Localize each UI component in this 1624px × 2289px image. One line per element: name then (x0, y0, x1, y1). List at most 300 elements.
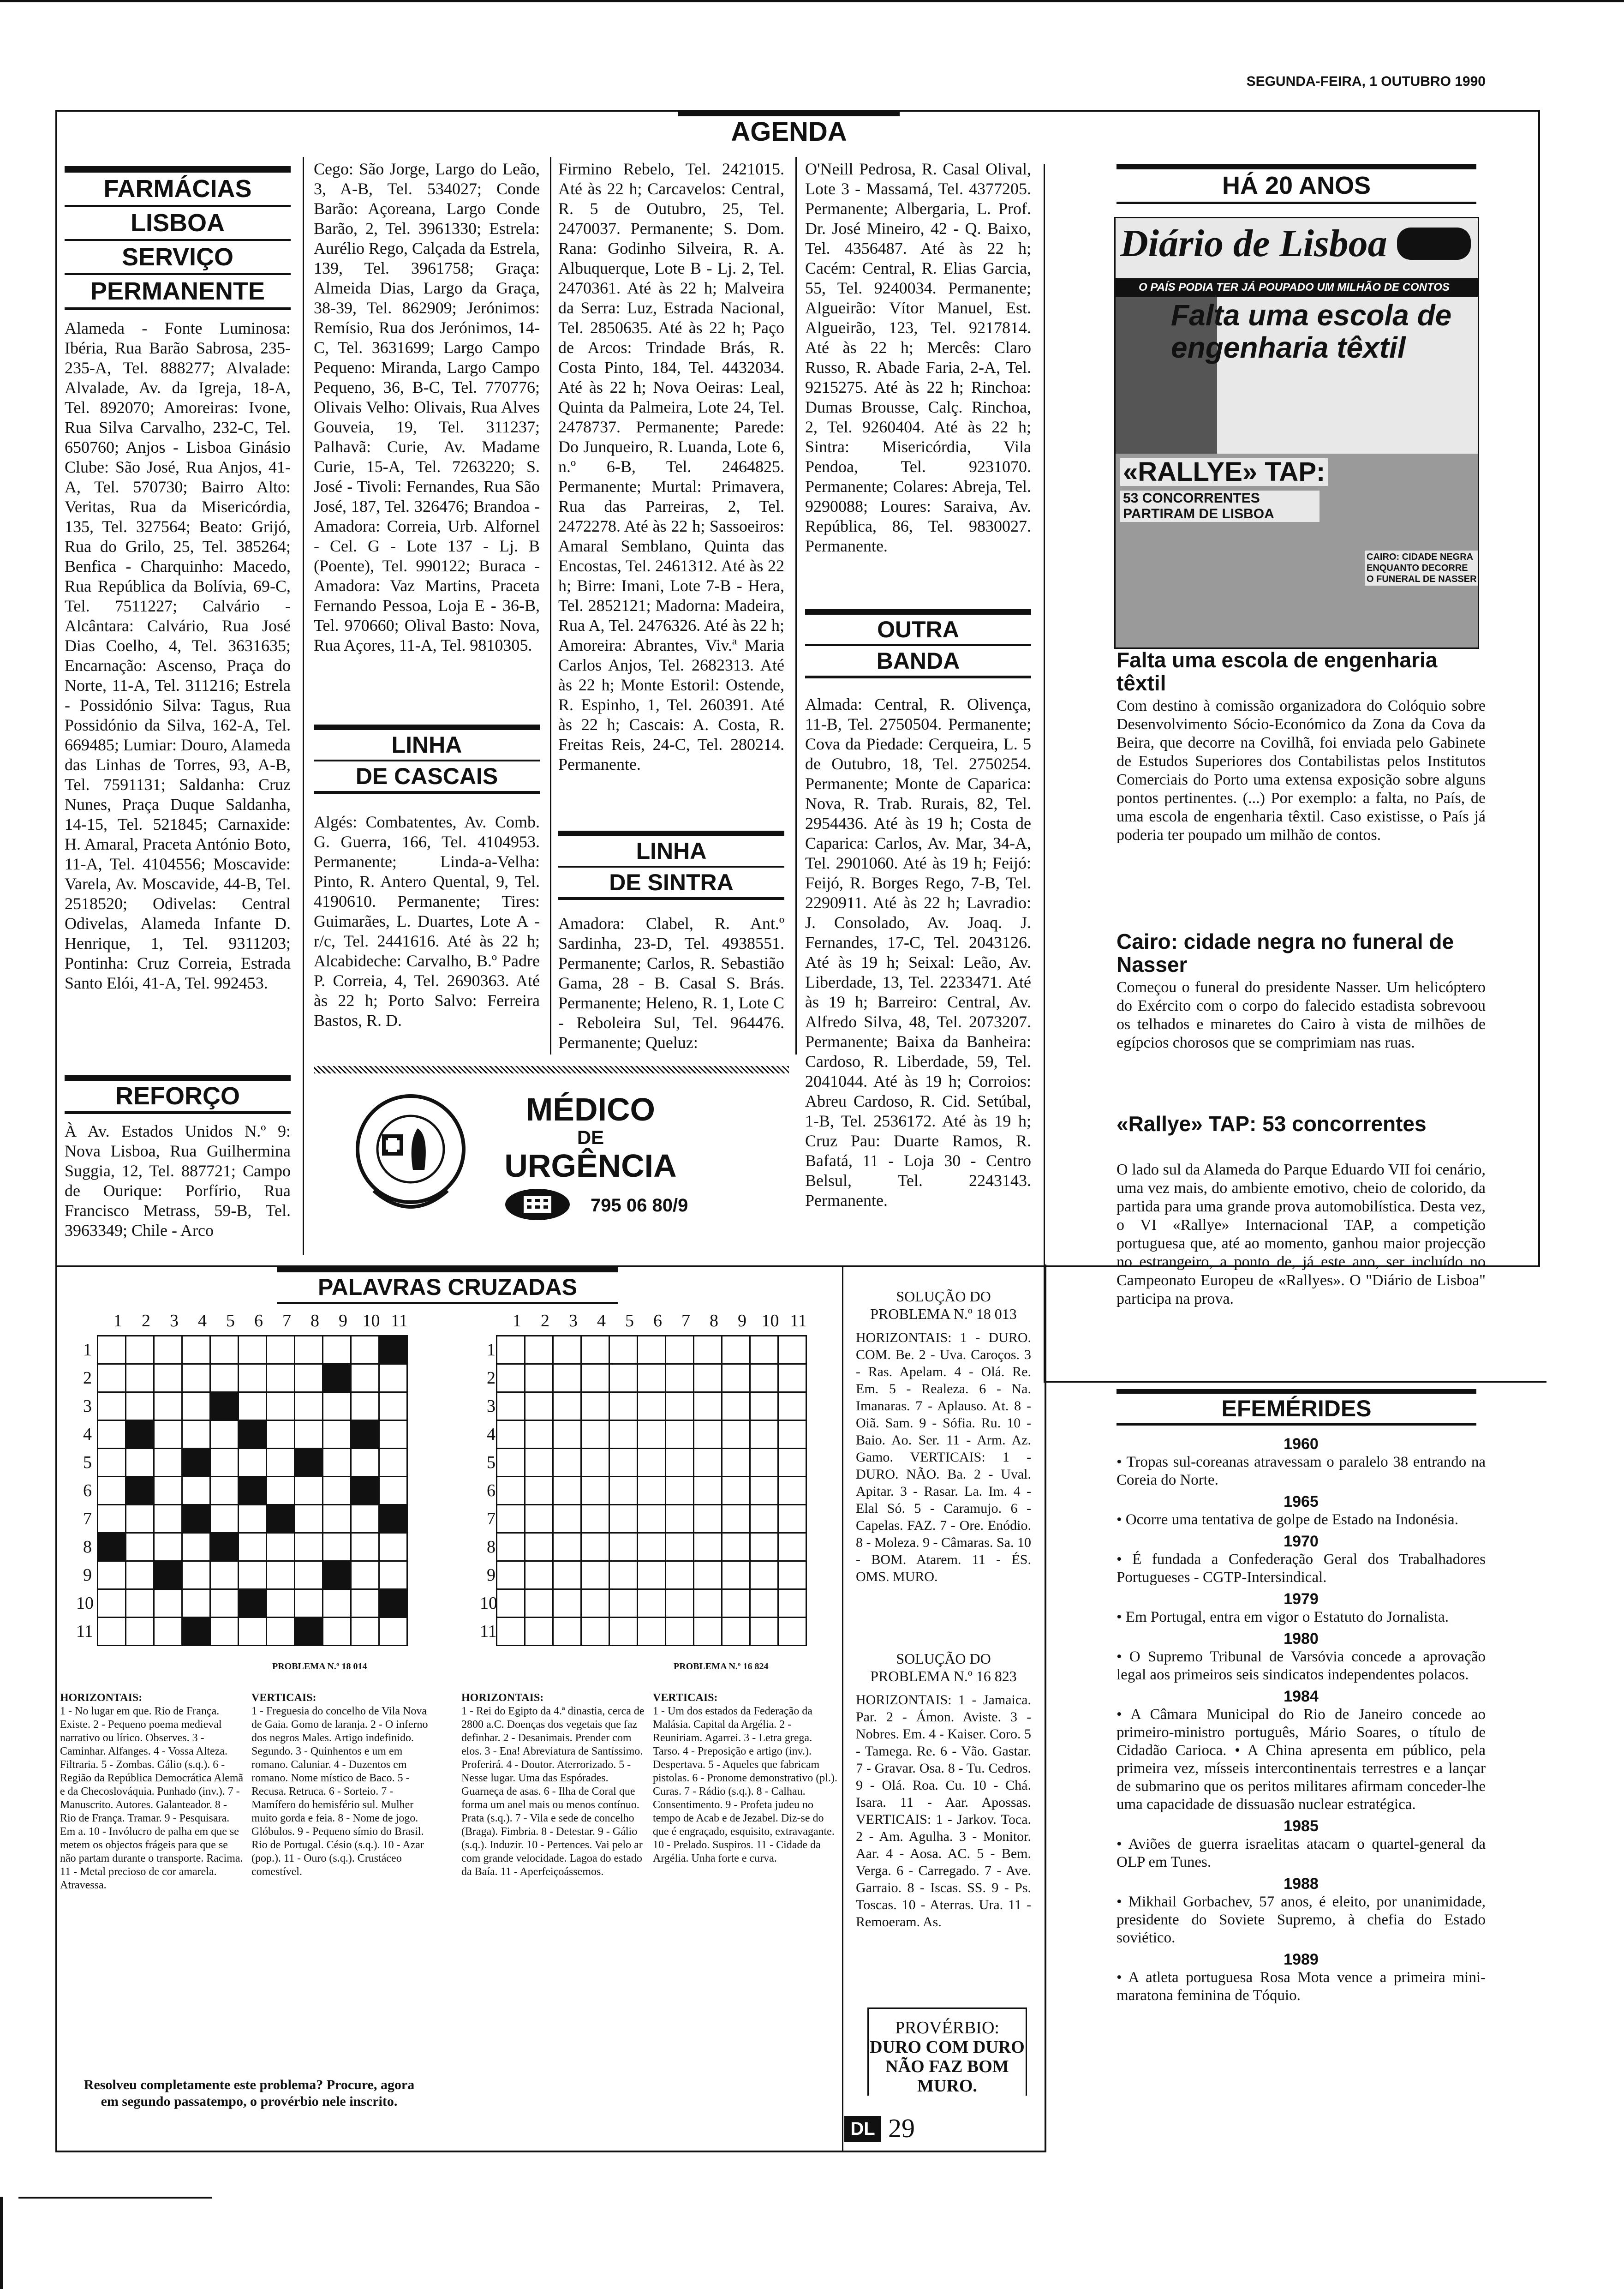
grid-col-number: 11 (391, 1311, 408, 1330)
page-number: 29 (888, 2113, 915, 2143)
resolveu-note: Resolveu completamente este problema? Procure, agora em segundo passatempo, o provérbio nele inscrito. (84, 2077, 415, 2109)
grid-cell (694, 1477, 722, 1505)
grid-cell (295, 1420, 323, 1449)
grid-cell (210, 1589, 239, 1618)
efemeride-text: • A Câmara Municipal do Rio de Janeiro concede ao primeiro-ministro português, Mário Soares, o título de Cidadão Carioca. • A China apresenta em público, pela primeira vez, mísseis intercontinentais terrestres e a lançar de submarino que os peritos militares afirmam conceder-lhe uma capacidade de dissuasão nuclear estratégica. (1116, 1706, 1486, 1813)
p2-v-label: VERTICAIS: (653, 1692, 718, 1704)
grid-cell (778, 1477, 806, 1505)
grid-col-number: 4 (198, 1311, 207, 1330)
grid-cell (553, 1392, 581, 1420)
grid-cell (379, 1336, 407, 1364)
grid-cell (323, 1420, 351, 1449)
grid-cell (581, 1505, 609, 1533)
grid-cell (694, 1505, 722, 1533)
clip-rallye: «RALLYE» TAP: (1120, 458, 1328, 486)
grid-row-number: 1 (83, 1340, 92, 1360)
grid-cell (98, 1477, 126, 1505)
grid-cell (666, 1589, 694, 1618)
problem2-label: PROBLEMA N.º 16 824 (674, 1661, 769, 1672)
grid-cell (379, 1589, 407, 1618)
grid-row-number: 9 (83, 1565, 92, 1585)
story1-body: Com destino à comissão organizadora do Colóquio sobre Desenvolvimento Sócio-Económico da Zona da Cova da Beira, que decorre na Covilhã, foi enviada pelo Gabinete de Estudos Superiores dos Contabilistas pelos Institutos Comerciais do Porto uma extensa exposição sobre alguns pontos pertinentes. (...) Por exemplo: a falta, no País, de uma escola de engenharia têxtil. Caso existisse, o País já poderia ter poupado um milhão de contos. (1116, 697, 1486, 844)
p1-h-label: HORIZONTAIS: (60, 1692, 143, 1704)
grid-col-number: 7 (282, 1311, 291, 1330)
crossword-grid-1 (97, 1335, 408, 1646)
grid-cell (497, 1392, 525, 1420)
efemeride-text: • A atleta portuguesa Rosa Mota vence a primeira mini-maratona feminina de Tóquio. (1116, 1969, 1486, 2004)
grid-cell (609, 1561, 638, 1589)
grid-cell (722, 1392, 750, 1420)
efemeride-text: • O Supremo Tribunal de Varsóvia concede a aprovação legal aos primeiros seis sindicatos independentes polacos. (1116, 1648, 1486, 1683)
efemeride-text: • Em Portugal, entra em vigor o Estatuto do Jornalista. (1116, 1609, 1449, 1625)
grid-col-number: 6 (653, 1311, 662, 1330)
grid-cell (553, 1420, 581, 1449)
efemeride-text: • Mikhail Gorbachev, 57 anos, é eleito, por unanimidade, presidente do Soviete Supremo, à chefia do Estado soviético. (1116, 1894, 1486, 1946)
grid-cell (267, 1477, 295, 1505)
grid-cell (351, 1364, 379, 1392)
grid-cell (182, 1336, 210, 1364)
grid-cell (210, 1533, 239, 1561)
solucao1-text: HORIZONTAIS: 1 - DURO. COM. Be. 2 - Uva. Caroços. 3 - Ras. Apelam. 4 - Olá. Re. Em. 5 - Realeza. 6 - Na. Imanaras. 7 - Aplauso. At. 8 - Oiã. Sam. 9 - Sófia. Ru. 10 - Baio. Ao. Ser. 11 - Arm. Az. Gamo. VERTICAIS: 1 - DURO. NÃO. Ba. 2 - Uval. Apitar. 3 - Rasar. La. Im. 4 - Elal Só. 5 - Caramujo. 6 - Capelas. FAZ. 7 - Ore. Enódio. 8 - Moleza. 9 - Câmaras. Sa. 10 - BOM. Atarem. 11 - ÉS. OMS. MURO. (856, 1330, 1031, 1584)
crossword-grid-2 (496, 1335, 807, 1646)
grid-cell (609, 1449, 638, 1477)
grid-cell (295, 1589, 323, 1618)
servico-title: SERVIÇO (65, 241, 291, 275)
clip-cairo: CAIRO: CIDADE NEGRA ENQUANTO DECORRE O FUNERAL DE NASSER (1365, 551, 1479, 586)
grid-cell (126, 1477, 154, 1505)
grid-cell (778, 1505, 806, 1533)
grid-cell (609, 1505, 638, 1533)
grid-cell (154, 1618, 182, 1646)
grid-col-number: 2 (142, 1311, 150, 1330)
grid-cell (295, 1533, 323, 1561)
grid1-col-numbers (104, 1311, 413, 1331)
grid-cell (666, 1505, 694, 1533)
grid-cell (609, 1336, 638, 1364)
grid-cell (750, 1477, 778, 1505)
grid-cell (553, 1364, 581, 1392)
reforco-title: REFORÇO (65, 1081, 291, 1114)
grid-col-number: 11 (790, 1311, 807, 1330)
grid-cell (581, 1477, 609, 1505)
grid-cell (525, 1336, 553, 1364)
cascais-header (314, 725, 540, 794)
efemeride-year: 1970 (1284, 1533, 1319, 1550)
newspaper-clipping (1114, 217, 1479, 649)
grid-cell (694, 1449, 722, 1477)
cascais-title: DE CASCAIS (314, 760, 540, 794)
grid-cell (323, 1477, 351, 1505)
grid-cell (553, 1477, 581, 1505)
grid-cell (154, 1420, 182, 1449)
lisboa-title: LISBOA (65, 207, 291, 241)
grid-cell (750, 1561, 778, 1589)
grid-cell (750, 1336, 778, 1364)
grid-cell (638, 1533, 666, 1561)
grid-cell (98, 1505, 126, 1533)
grid-cell (126, 1364, 154, 1392)
grid-cell (722, 1533, 750, 1561)
cascais-text: Algés: Combatentes, Av. Comb. G. Guerra, 166, Tel. 4104953. Permanente; Linda-a-Velha: Pinto, R. Antero Quental, 9, Tel. 4190610. Permanente; Tires: Guimarães, L. Duartes, Lote A - r/c, Tel. 2441616. Até às 22 h; Alcabideche: Carvalho, B.º Padre P. Correia, 4, Tel. 2690363. Até às 22 h; Porto Salvo: Ferreira Bastos, R. D. (314, 813, 540, 1030)
grid-cell (497, 1618, 525, 1646)
grid-cell (98, 1336, 126, 1364)
grid-cell (581, 1392, 609, 1420)
banda-text: Almada: Central, R. Olivença, 11-B, Tel. 2750504. Permanente; Cova da Piedade: Cerqueira, L. 5 de Outubro, 18, Tel. 2750254. Permanente; Monte de Caparica: Nova, R. Trab. Rurais, 82, Tel. 2954436. Até às 19 h; Costa de Caparica: Carlos, Av. Mar, 34-A, Tel. 2901060. Até às 19 h; Feijó: Feijó, R. Borges Rego, 7-B, Tel. 2290911. Até às 22 h; Lavradio: J. Consolado, Av. Joaq. J. Fernandes, 17-C, Tel. 2043126. Até às 19 h; Seixal: Leão, Av. Liberdade, 13, Tel. 2233471. Até às 19 h; Barreiro: Central, Av. Alfredo Silva, 48, Tel. 2073207. Permanente; Baixa da Banheira: Cardoso, R. Liberdade, 59, Tel. 2041044. Até às 19 h; Corroios: Abreu Cardoso, R. Cid. Setúbal, 1-B, Tel. 2536172. Até às 19 h; Cruz Pau: Duarte Ramos, R. Bafatá, 11 - Loja 30 - Centro Belsul, Tel. 2243143. Permanente. (805, 695, 1031, 1210)
p1-h-text: 1 - No lugar em que. Rio de França. Existe. 2 - Pequeno poema medieval narrativo ou lírico. Observes. 3 - Caminhar. Alfanges. 4 - Vossa Alteza. Filtraria. 5 - Zombas. Gálio (s.q.). 6 - Região da República Democrática Alemã e da Checoslováquia. Punhado (inv.). 7 - Manuscrito. Autores. Galanteador. 8 - Rio de França. Tramar. 9 - Pesquisara. Em a. 10 - Invólucro de palha em que se metem os objectos frágeis para que se não partam durante o transporte. Racima. 11 - Metal precioso de cor amarela. Atravessa. (60, 1705, 244, 1891)
grid-row-number: 5 (487, 1453, 496, 1472)
grid-cell (750, 1420, 778, 1449)
efemeride-year: 1985 (1284, 1817, 1319, 1835)
reforco-header (65, 1075, 291, 1114)
page-date: SEGUNDA-FEIRA, 1 OUTUBRO 1990 (1246, 74, 1486, 89)
grid-row-number: 2 (83, 1368, 92, 1388)
efemeride-year: 1979 (1284, 1590, 1319, 1608)
grid-cell (351, 1420, 379, 1449)
grid-cell (581, 1589, 609, 1618)
grid-cell (722, 1561, 750, 1589)
grid-cell (267, 1449, 295, 1477)
grid-cell (722, 1477, 750, 1505)
medico-ad (323, 1080, 789, 1251)
grid-cell (666, 1449, 694, 1477)
grid-cell (750, 1449, 778, 1477)
grid-cell (525, 1420, 553, 1449)
grid-cell (267, 1392, 295, 1420)
grid-col-number: 3 (170, 1311, 179, 1330)
grid-cell (154, 1449, 182, 1477)
grid-cell (609, 1533, 638, 1561)
farmacias-col1: Alameda - Fonte Luminosa: Ibéria, Rua Barão Sabrosa, 235-235-A, Tel. 888277; Alvalade: Alvalade, Av. da Igreja, 18-A, Tel. 892070; Amoreiras: Ivone, Rua Silva Carvalho, 232-C, Tel. 650760; Anjos - Lisboa Ginásio Clube: São José, Rua Anjos, 41-A, Tel. 570730; Bairro Alto: Veritas, Rua da Misericórdia, 135, Tel. 327564; Beato: Grijó, Rua do Grilo, 25, Tel. 385264; Benfica - Charquinho: Macedo, Rua República da Bolívia, 69-C, Tel. 7511227; Calvário - Alcântara: Calvário, Rua José Dias Coelho, 4, Tel. 3631635; Encarnação: Ascenso, Praça do Norte, 11-A, Tel. 311216; Estrela - Possidónio Silva: Tagus, Rua Possidónio da Silva, 162-A, Tel. 669485; Lumiar: Douro, Alameda das Linhas de Torres, 93, A-B, Tel. 7591131; Saldanha: Cruz Nunes, Praça Duque Saldanha, 14-15, Tel. 521845; Carnaxide: H. Amaral, Praceta António Boto, 11-A, Tel. 4104556; Moscavide: Varela, Av. Moscavide, 44-B, Tel. 2518520; Odivelas: Central Odivelas, Alameda Infante D. Henrique, 1, Tel. 9311203; Pontinha: Cruz Correia, Estrada Santo Elói, 41-A, Tel. 992453. (65, 319, 291, 992)
grid-cell (379, 1561, 407, 1589)
grid-cell (581, 1336, 609, 1364)
grid-col-number: 7 (681, 1311, 690, 1330)
grid-cell (379, 1392, 407, 1420)
efemerides-rule (1044, 1381, 1546, 1383)
farmacias-col4: O'Neill Pedrosa, R. Casal Olival, Lote 3 - Massamá, Tel. 4377205. Permanente; Albergaria, L. Prof. Dr. José Mineiro, 42 - Q. Baixo, Tel. 4356487. Até às 22 h; Cacém: Central, R. Elias Garcia, 55, Tel. 9240034. Permanente; Algueirão: Vítor Manuel, Est. Algueirão, 123, Tel. 9217814. Até às 22 h; Mercês: Claro Russo, R. Abade Faria, 2-A, Tel. 9215275. Até às 22 h; Rinchoa: Dumas Brousse, Calç. Rinchoa, 2, Tel. 9260404. Até às 22 h; Sintra: Misericórdia, Vila Pendoa, Tel. 9231070. Permanente; Colares: Abreja, Tel. 9290088; Loures: Saraiva, Av. República, 86, Tel. 9830027. Permanente. (805, 160, 1031, 555)
medico-de: DE (577, 1127, 604, 1148)
grid-cell (182, 1618, 210, 1646)
grid-cell (267, 1364, 295, 1392)
grid-cell (210, 1449, 239, 1477)
grid-cell (154, 1561, 182, 1589)
grid-cell (323, 1449, 351, 1477)
grid-cell (210, 1618, 239, 1646)
grid-row-number: 11 (480, 1622, 497, 1641)
grid-cell (379, 1477, 407, 1505)
grid-cell (239, 1589, 267, 1618)
grid-cell (666, 1392, 694, 1420)
grid-row-number: 6 (487, 1481, 496, 1500)
grid-row-number: 4 (83, 1425, 92, 1444)
solucao1-title: SOLUÇÃO DO PROBLEMA N.º 18 013 (870, 1288, 1017, 1322)
problem1-label: PROBLEMA N.º 18 014 (272, 1661, 367, 1672)
p1-verticais (251, 1691, 436, 1879)
grid-cell (239, 1336, 267, 1364)
grid-row-number: 7 (487, 1509, 496, 1528)
grid-cell (267, 1533, 295, 1561)
grid-cell (210, 1364, 239, 1392)
col-divider (550, 157, 551, 1055)
grid-cell (98, 1449, 126, 1477)
grid-cell (778, 1336, 806, 1364)
grid-cell (694, 1364, 722, 1392)
grid-cell (210, 1505, 239, 1533)
grid-cell (351, 1618, 379, 1646)
sintra-text: Amadora: Clabel, R. Ant.º Sardinha, 23-D, Tel. 4938551. Permanente; Carlos, R. Sebastião Gama, 28 - B. Casal S. Brás. Permanente; Heleno, R. 1, Lote C - Reboleira Sul, Tel. 964476. Permanente; Queluz: (558, 914, 784, 1052)
grid-cell (722, 1589, 750, 1618)
p2-h-label: HORIZONTAIS: (461, 1692, 544, 1704)
grid-cell (525, 1505, 553, 1533)
medico-title: MÉDICO (526, 1091, 655, 1127)
grid-cell (210, 1392, 239, 1420)
telephone-icon (503, 1186, 572, 1223)
grid-col-number: 1 (513, 1311, 521, 1330)
grid-cell (497, 1420, 525, 1449)
grid-cell (553, 1589, 581, 1618)
story3-body: O lado sul da Alameda do Parque Eduardo VII foi cenário, uma vez mais, do ambiente emotivo, cheio de colorido, da partida para uma grande prova automobilística. Desta vez, o VI «Rallye» Internacional TAP, a competição portuguesa que, até ao momento, ganhou maior projecção no estrangeiro, a ponto de, já este ano, ser incluído no Campeonato Europeu de «Rallyes». O "Diário de Lisboa" participa na prova. (1116, 1161, 1486, 1307)
clip-headline: Falta uma escola de engenharia têxtil (1171, 299, 1452, 364)
grid-cell (267, 1336, 295, 1364)
grid-cell (295, 1561, 323, 1589)
grid-cell (666, 1533, 694, 1561)
grid-cell (497, 1364, 525, 1392)
p2-verticais (653, 1691, 837, 1865)
grid-cell (295, 1392, 323, 1420)
grid-cell (694, 1392, 722, 1420)
grid-cell (609, 1392, 638, 1420)
grid-cell (722, 1618, 750, 1646)
grid-cell (210, 1420, 239, 1449)
grid-cell (323, 1589, 351, 1618)
grid-cell (210, 1561, 239, 1589)
grid-cell (778, 1618, 806, 1646)
clip-logo (1397, 228, 1471, 260)
farmacias-header (65, 166, 291, 310)
permanente-title: PERMANENTE (65, 275, 291, 310)
grid-cell (182, 1477, 210, 1505)
grid-cell (609, 1364, 638, 1392)
grid-cell (267, 1505, 295, 1533)
farmacias-col3: Firmino Rebelo, Tel. 2421015. Até às 22 h; Carcavelos: Central, R. 5 de Outubro, 25, Tel. 2470037. Permanente; S. Dom. Rana: Godinho Silveira, R. A. Albuquerque, Lote B - Lj. 2, Tel. 2470361. Até às 22 h; Malveira da Serra: Luz, Estrada Nacional, Tel. 2850635. Até às 22 h; Paço de Arcos: Trindade Brás, R. Costa Pinto, 184, Tel. 4432034. Até às 22 h; Nova Oeiras: Leal, Quinta da Palmeira, Lote 24, Tel. 2478737. Permanente; Parede: Do Junqueiro, R. Luanda, Lote 6, n.º 6-B, Tel. 2464825. Permanente; Murtal: Primavera, Rua das Parreiras, 2, Tel. 2472278. Até às 22 h; Sassoeiros: Amaral Semblano, Quinta das Encostas, Tel. 2461312. Até às 22 h; Birre: Imani, Lote 7-B - Hera, Tel. 2852121; Madorna: Madeira, Rua A, Tel. 2476326. Até às 22 h; Amoreira: Abrantes, Viv.ª Maria Carlos Anjos, Tel. 2682313. Até às 22 h; Monte Estoril: Ostende, R. Espinho, 1, Tel. 260391. Até às 22 h; Cascais: A. Costa, R. Freitas Reis, 24-C, Tel. 280214. Permanente. (558, 160, 784, 773)
grid-cell (154, 1589, 182, 1618)
grid-cell (239, 1449, 267, 1477)
p2-v-text: 1 - Um dos estados da Federação da Malásia. Capital da Argélia. 2 - Reuniriam. Agarrei. 3 - Letra grega. Tarso. 4 - Preposição e artigo (inv.). Despertava. 5 - Aqueles que fabricam pistolas. 6 - Pronome demonstrativo (pl.). Curas. 7 - Rádio (s.q.). 8 - Calhau. Consentimento. 9 - Profeta judeu no tempo de Acab e de Jezabel. Diz-se do que é engraçado, esquisito, extravagante. 10 - Prelado. Suspiros. 11 - Cidade da Argélia. Unha forte e curva. (653, 1705, 837, 1864)
p2-horizontais (461, 1691, 646, 1879)
grid-cell (609, 1589, 638, 1618)
grid-cell (323, 1533, 351, 1561)
grid-cell (694, 1533, 722, 1561)
urgencia-title: URGÊNCIA (504, 1148, 677, 1184)
grid-cell (553, 1561, 581, 1589)
grid-cell (497, 1533, 525, 1561)
grid-cell (581, 1533, 609, 1561)
grid-row-number: 10 (76, 1594, 94, 1613)
grid-cell (351, 1477, 379, 1505)
grid-cell (750, 1364, 778, 1392)
grid-cell (722, 1336, 750, 1364)
grid-cell (666, 1364, 694, 1392)
efemeride-text: • Aviões de guerra israelitas atacam o quartel-general da OLP em Tunes. (1116, 1836, 1486, 1870)
grid-cell (694, 1589, 722, 1618)
grid-cell (497, 1589, 525, 1618)
grid-cell (497, 1336, 525, 1364)
grid-cell (778, 1392, 806, 1420)
grid-cell (126, 1505, 154, 1533)
grid-cell (722, 1449, 750, 1477)
grid-cell (553, 1449, 581, 1477)
grid-cell (267, 1589, 295, 1618)
farmacias-col2: Cego: São Jorge, Largo do Leão, 3, A-B, Tel. 534027; Conde Barão: Açoreana, Largo Conde Barão, 2, Tel. 3961330; Estrela: Aurélio Rego, Calçada da Estrela, 139, Tel. 3961758; Graça: Almeida Dias, Largo da Graça, 38-39, Tel. 862909; Jerónimos: Remísio, Rua dos Jerónimos, 14-C, Tel. 3631699; Largo Campo Pequeno: Miranda, Largo Campo Pequeno, 36, B-C, Tel. 770776; Olivais Velho: Olivais, Rua Alves Gouveia, 19, Tel. 311237; Palhavã: Curie, Av. Madame Curie, 15-A, Tel. 7263220; S. José - Tivoli: Fernandes, Rua São José, 187, Tel. 326476; Brandoa - Amadora: Correia, Urb. Alfornel - Cel. G - Lote 137 - Lj. B (Poente), Tel. 990122; Buraca - Amadora: Vaz Martins, Praceta Fernando Pessoa, Loja E - 36-B, Tel. 970660; Olival Basto: Nova, Rua Açores, 11-A, Tel. 9810305. (314, 160, 540, 654)
clip-rallye-sub: 53 CONCORRENTES PARTIRAM DE LISBOA (1120, 491, 1320, 522)
efemeride-year: 1980 (1284, 1630, 1319, 1648)
solucao2-text: HORIZONTAIS: 1 - Jamaica. Par. 2 - Ámon. Aviste. 3 - Nobres. Em. 4 - Kaiser. Coro. 5 - Tamega. Re. 6 - Vão. Gastar. 7 - Gravar. Osa. 8 - Tu. Cedros. 9 - Olá. Roa. Cu. 10 - Chá. Isara. 11 - Aar. Apossas. VERTICAIS: 1 - Jarkov. Toca. 2 - Am. Agulha. 3 - Monitor. Aar. 4 - Aosa. AC. 5 - Bem. Verga. 6 - Carregado. 7 - Ave. Garraio. 8 - Iscas. SS. 9 - Ps. Toscas. 10 - Aterras. Ura. 11 - Remoeram. As. (856, 1692, 1031, 1929)
grid-cell (581, 1420, 609, 1449)
grid-cell (666, 1561, 694, 1589)
grid-cell (722, 1420, 750, 1449)
grid-cell (525, 1449, 553, 1477)
grid-cell (323, 1618, 351, 1646)
grid-cell (351, 1533, 379, 1561)
grid-cell (98, 1618, 126, 1646)
grid-cell (525, 1561, 553, 1589)
grid-cell (295, 1449, 323, 1477)
bottom-mark (18, 2197, 212, 2199)
ha20-header (1116, 164, 1476, 204)
grid-row-number: 3 (83, 1396, 92, 1416)
grid-cell (750, 1618, 778, 1646)
grid-cell (778, 1533, 806, 1561)
grid-cell (581, 1364, 609, 1392)
grid-cell (323, 1364, 351, 1392)
medico-phone: 795 06 80/9 (591, 1195, 688, 1216)
ha20-title: HÁ 20 ANOS (1116, 169, 1476, 204)
grid-cell (239, 1561, 267, 1589)
grid-cell (182, 1420, 210, 1449)
agenda-header (678, 110, 900, 150)
grid-cell (351, 1561, 379, 1589)
grid-cell (638, 1477, 666, 1505)
grid-cell (694, 1561, 722, 1589)
col-divider (303, 157, 304, 1255)
grid-cell (126, 1533, 154, 1561)
grid-cell (750, 1589, 778, 1618)
cruzadas-header (277, 1267, 618, 1304)
grid-cell (98, 1533, 126, 1561)
agenda-title: AGENDA (678, 116, 900, 148)
grid-cell (210, 1336, 239, 1364)
top-rule (0, 0, 1624, 2)
grid-col-number: 8 (710, 1311, 718, 1330)
grid-cell (126, 1336, 154, 1364)
linha-label: LINHA (391, 732, 462, 758)
efemeride-year: 1960 (1284, 1435, 1319, 1453)
sintra-title: DE SINTRA (558, 866, 784, 900)
grid-cell (98, 1561, 126, 1589)
grid-cell (722, 1364, 750, 1392)
grid-cell (525, 1477, 553, 1505)
grid1-row-numbers (76, 1336, 92, 1646)
grid-col-number: 1 (113, 1311, 122, 1330)
grid-col-number: 2 (541, 1311, 549, 1330)
clip-banner: O PAÍS PODIA TER JÁ POUPADO UM MILHÃO DE CONTOS (1116, 278, 1478, 297)
outra-label: OUTRA (877, 617, 959, 642)
p1-v-label: VERTICAIS: (251, 1692, 316, 1704)
grid-cell (351, 1392, 379, 1420)
grid-cell (239, 1392, 267, 1420)
grid-cell (295, 1618, 323, 1646)
grid-col-number: 5 (625, 1311, 634, 1330)
proverbio-text: DURO COM DURO NÃO FAZ BOM MURO. (870, 2037, 1025, 2096)
grid-cell (126, 1420, 154, 1449)
grid-cell (581, 1618, 609, 1646)
grid-row-number: 9 (487, 1565, 496, 1585)
grid-cell (694, 1618, 722, 1646)
grid-cell (497, 1477, 525, 1505)
grid-cell (126, 1449, 154, 1477)
grid-cell (182, 1561, 210, 1589)
solucao-divider (842, 1267, 843, 2151)
grid-cell (525, 1618, 553, 1646)
grid-cell (553, 1618, 581, 1646)
farmacias-title: FARMÁCIAS (65, 173, 291, 207)
grid-cell (154, 1533, 182, 1561)
grid-cell (267, 1420, 295, 1449)
efemeride-year: 1989 (1284, 1951, 1319, 1968)
grid-row-number: 6 (83, 1481, 92, 1500)
grid-cell (98, 1364, 126, 1392)
grid-cell (750, 1392, 778, 1420)
grid-cell (638, 1589, 666, 1618)
grid-cell (581, 1561, 609, 1589)
grid-cell (778, 1449, 806, 1477)
grid-row-number: 8 (83, 1537, 92, 1557)
grid-row-number: 5 (83, 1453, 92, 1472)
grid-cell (722, 1505, 750, 1533)
grid-cell (638, 1364, 666, 1392)
grid-col-number: 10 (761, 1311, 779, 1330)
efemerides-title: EFEMÉRIDES (1116, 1394, 1476, 1426)
grid-cell (379, 1505, 407, 1533)
grid-col-number: 10 (362, 1311, 380, 1330)
grid-cell (666, 1420, 694, 1449)
efemeride-text: • Tropas sul-coreanas atravessam o paralelo 38 entrando na Coreia do Norte. (1116, 1454, 1486, 1488)
grid-cell (497, 1505, 525, 1533)
grid-col-number: 3 (569, 1311, 578, 1330)
solucao2-title: SOLUÇÃO DO PROBLEMA N.º 16 823 (870, 1650, 1017, 1684)
grid-cell (497, 1561, 525, 1589)
efemeride-year: 1988 (1284, 1875, 1319, 1893)
grid-cell (182, 1364, 210, 1392)
grid2-row-numbers (480, 1336, 496, 1646)
efemeride-year: 1965 (1284, 1493, 1319, 1510)
grid-row-number: 1 (487, 1340, 496, 1360)
grid-cell (323, 1392, 351, 1420)
p1-v-text: 1 - Freguesia do concelho de Vila Nova de Gaia. Gomo de laranja. 2 - O inferno dos negros Males. Artigo indefinido. Segundo. 3 - Quinhentos e um em romano. Caluniar. 4 - Duzentos em romano. Nome místico de Baco. 5 - Recusa. Retruca. 6 - Sorteio. 7 - Mamífero do hemisfério sul. Mulher muito gorda e feia. 8 - Nome de jogo. Glóbulos. 9 - Pequeno símio do Brasil. Rio de Portugal. Césio (s.q.). 10 - Azar (pop.). 11 - Ouro (s.q.). Crustáceo comestível. (251, 1705, 428, 1878)
grid-cell (295, 1505, 323, 1533)
reforco-text: À Av. Estados Unidos N.º 9: Nova Lisboa, Rua Guilhermina Suggia, 12, Tel. 887721; Campo de Ourique: Porfírio, Rua Francisco Metrass, 59-B, Tel. 3963349; Chile - Arco (65, 1122, 291, 1240)
grid-cell (210, 1477, 239, 1505)
grid-cell (750, 1533, 778, 1561)
grid-col-number: 5 (226, 1311, 235, 1330)
grid-cell (666, 1477, 694, 1505)
grid-cell (525, 1364, 553, 1392)
grid-cell (778, 1420, 806, 1449)
grid-cell (98, 1420, 126, 1449)
grid-cell (525, 1589, 553, 1618)
grid-cell (267, 1618, 295, 1646)
proverbio-box (867, 2007, 1027, 2096)
grid-col-number: 9 (339, 1311, 347, 1330)
